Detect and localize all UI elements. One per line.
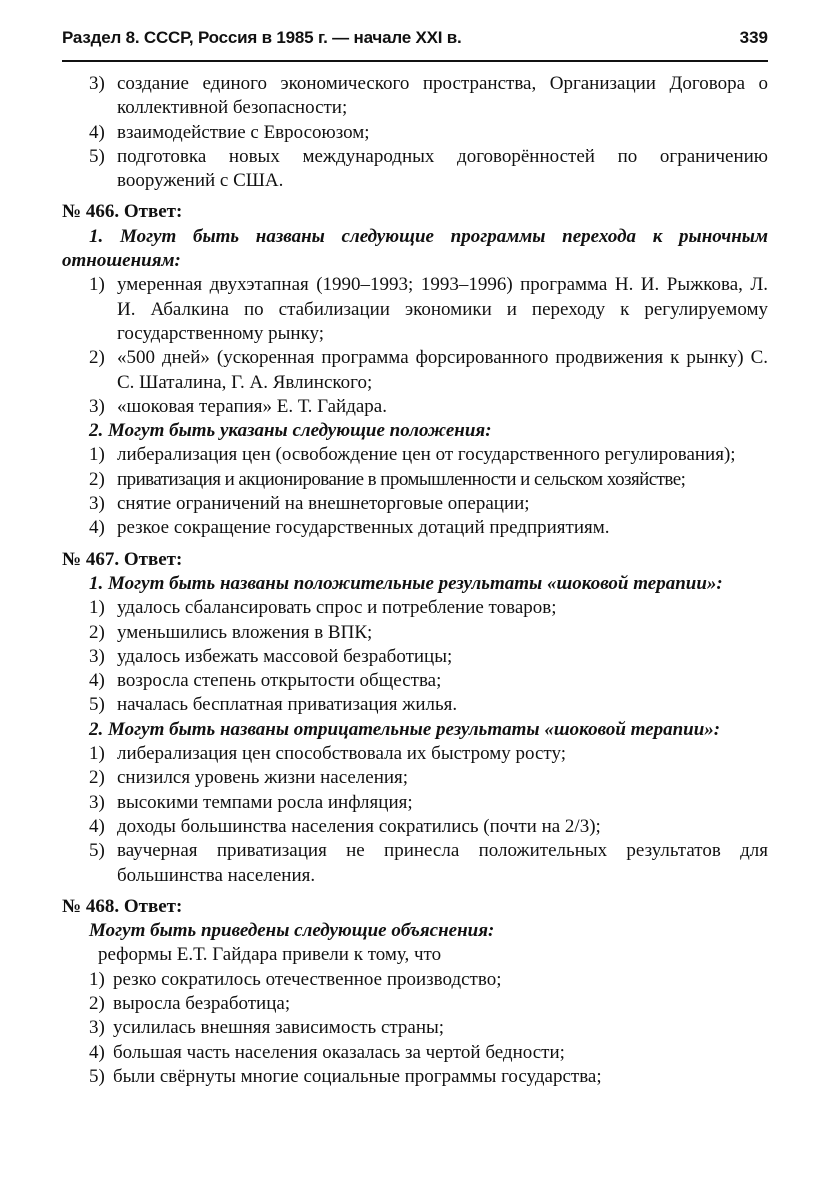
list-item: 1) резко сократилось отечественное производство; (89, 968, 502, 990)
answer-466-part2-heading: 2. Могут быть указаны следующие положения: (89, 420, 492, 442)
list-item: 2) выросла безработица; (89, 992, 291, 1014)
previous-answer-list (62, 72, 768, 193)
list-item: 1) умеренная двухэтапная (1990–1993; 1993–1996) программа Н. И. Рыжкова, Л. И. Абалкина по стабилизации экономики и переходу к регулируемому государственному рынку; (89, 274, 768, 344)
answer-467-heading: № 467. Ответ: (62, 548, 183, 570)
answer-468-heading: № 468. Ответ: (62, 895, 183, 917)
answer-468-list (62, 968, 768, 1089)
page-content (62, 72, 768, 1089)
list-item: 5) были свёрнуты многие социальные программы государства; (89, 1065, 602, 1087)
answer-466-heading: № 466. Ответ: (62, 201, 183, 223)
list-item: 2) приватизация и акционирование в промышленности и сельском хозяйстве; (89, 468, 686, 490)
list-item: 4) доходы большинства населения сократились (почти на 2/3); (89, 815, 601, 837)
answer-467-part1-heading: 1. Могут быть названы положительные результаты «шоковой терапии»: (89, 572, 723, 594)
list-item: 5) подготовка новых международных договорённостей по ограничению вооружений с США. (89, 145, 768, 192)
answer-467-part2-list (62, 742, 768, 888)
list-item: 3) снятие ограничений на внешнеторговые операции; (89, 493, 530, 515)
list-item: 5) ваучерная приватизация не принесла положительных результатов для большинства населения. (89, 840, 768, 886)
list-item: 3) «шоковая терапия» Е. Т. Гайдара. (89, 395, 387, 417)
running-head: Раздел 8. СССР, Россия в 1985 г. — начале XXI в. (62, 28, 462, 47)
answer-466-part2-list (62, 443, 768, 540)
list-item: 1) либерализация цен способствовала их быстрому росту; (89, 743, 566, 765)
list-item: 3) высокими темпами росла инфляция; (89, 791, 413, 813)
list-item: 4) взаимодействие с Евросоюзом; (89, 121, 370, 143)
list-item: 2) снизился уровень жизни населения; (89, 767, 409, 789)
list-item: 4) большая часть населения оказалась за чертой бедности; (89, 1041, 565, 1063)
list-item: 2) уменьшились вложения в ВПК; (89, 621, 373, 643)
answer-466-part1-heading: 1. Могут быть названы следующие программы перехода к рыночным отношениям: (62, 225, 768, 272)
answer-467-part1-list (62, 596, 768, 717)
page-header (62, 28, 768, 62)
list-item: 5) началась бесплатная приватизация жилья. (89, 694, 458, 716)
answer-466-part1-list (62, 273, 768, 419)
list-item: 3) удалось избежать массовой безработицы; (89, 645, 453, 667)
list-item: 3) создание единого экономического пространства, Организации Договора о коллективной безопасности; (89, 73, 768, 119)
list-item: 3) усилилась внешняя зависимость страны; (89, 1017, 445, 1039)
list-item: 1) либерализация цен (освобождение цен от государственного регулирования); (89, 444, 736, 466)
page-number: 339 (739, 28, 768, 47)
answer-468-sub-heading: Могут быть приведены следующие объяснения: (89, 920, 495, 942)
answer-467-part2-heading: 2. Могут быть названы отрицательные результаты «шоковой терапии»: (89, 718, 721, 740)
answer-468-intro: реформы Е.Т. Гайдара привели к тому, что (98, 944, 442, 966)
list-item: 4) возросла степень открытости общества; (89, 670, 442, 692)
list-item: 2) «500 дней» (ускоренная программа форсированного продвижения к рынку) С. С. Шаталина, Г. А. Явлинского; (89, 347, 768, 393)
list-item: 4) резкое сокращение государственных дотаций предприятиям. (89, 517, 610, 539)
list-item: 1) удалось сбалансировать спрос и потребление товаров; (89, 597, 557, 619)
